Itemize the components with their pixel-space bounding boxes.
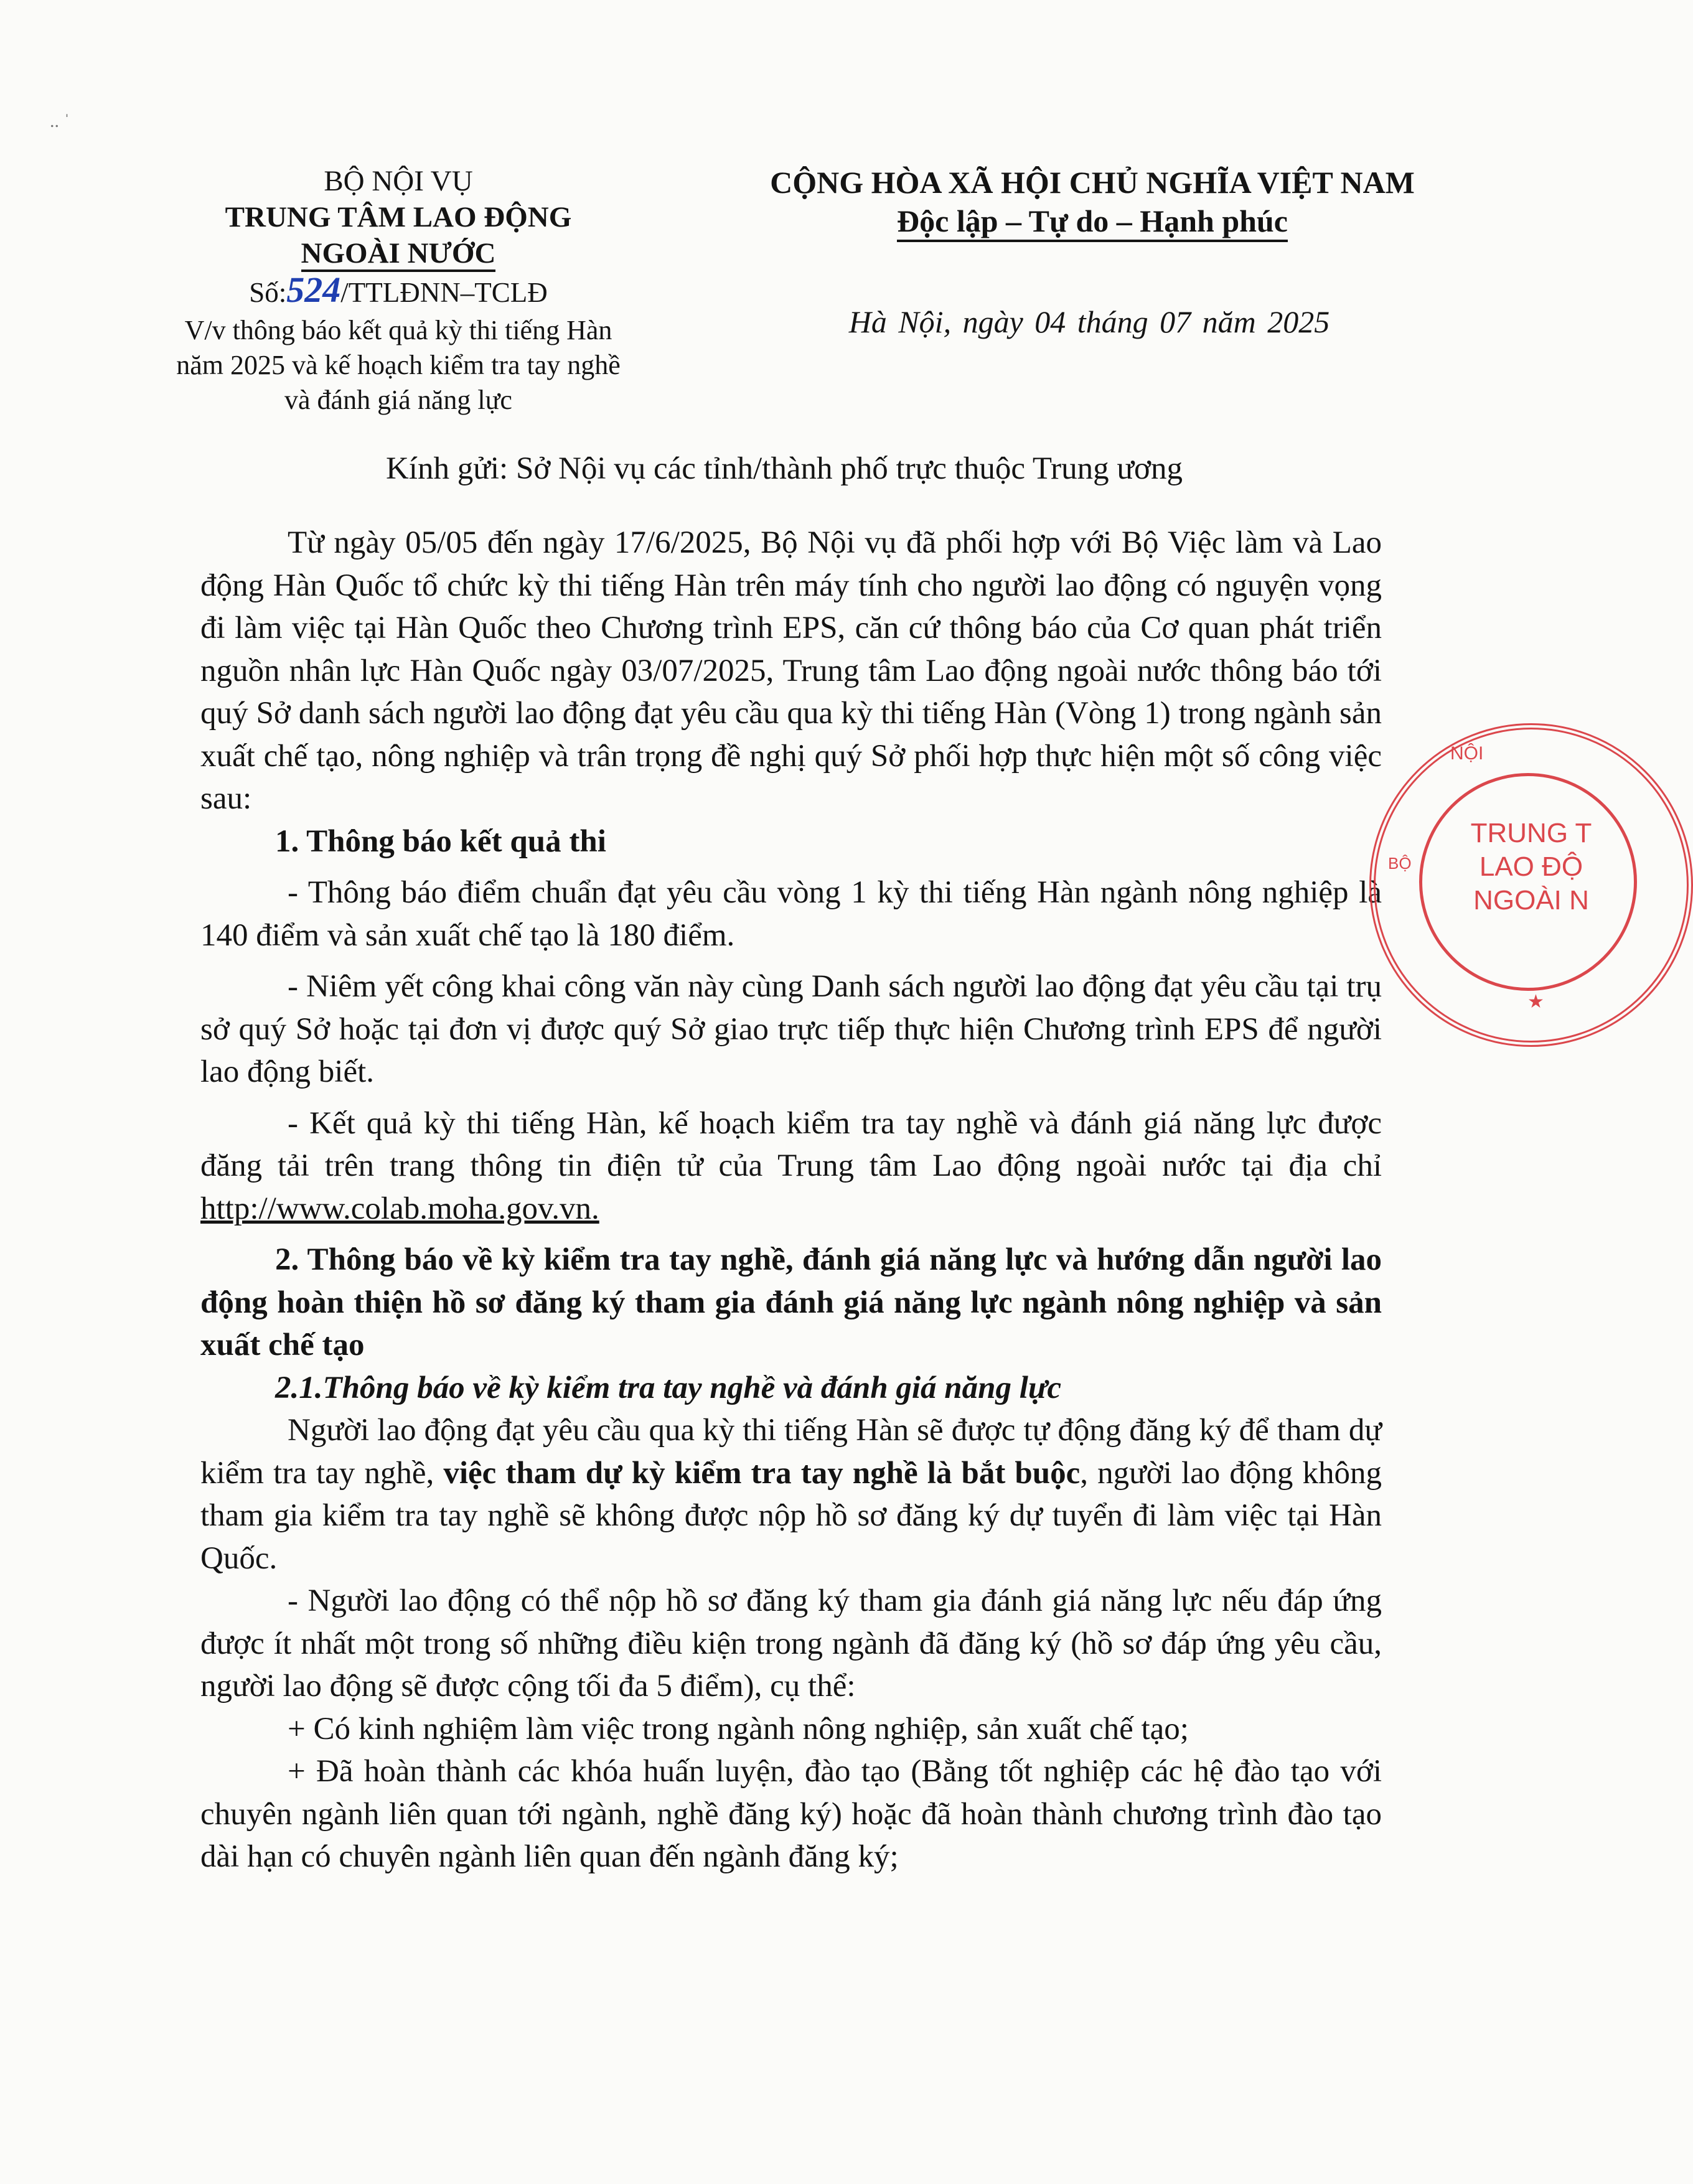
document-number-suffix: /TTLĐNN–TCLĐ — [340, 277, 548, 308]
document-number-prefix: Số: — [249, 277, 287, 308]
seal-line: LAO ĐỘ — [1479, 851, 1583, 882]
section-2-1-paragraph-1 — [200, 1409, 1382, 1580]
seal-center-text — [1432, 817, 1631, 917]
paragraph-text: Người lao động đạt yêu cầu qua kỳ thi tiếng Hàn sẽ được tự động đăng ký để tham dự kiểm tra tay nghề, — [200, 1413, 1382, 1491]
section-1-heading: 1. Thông báo kết quả thi — [275, 823, 606, 859]
national-motto: Độc lập – Tự do – Hạnh phúc — [897, 202, 1288, 242]
official-seal — [1369, 723, 1693, 1047]
center-name-line2: NGOÀI NƯỚC — [301, 237, 496, 272]
seal-top-text: NỘI — [1450, 743, 1484, 764]
issuer-block — [143, 163, 654, 418]
subject-line: và đánh giá năng lực — [284, 385, 512, 415]
seal-star-icon: ★ — [1527, 991, 1544, 1012]
document-number-handwritten: 524 — [286, 269, 341, 310]
section-2-1-heading: 2.1.Thông báo về kỳ kiểm tra tay nghề và đánh giá năng lực — [275, 1370, 1062, 1405]
section-2-heading: 2. Thông báo về kỳ kiểm tra tay nghề, đánh giá năng lực và hướng dẫn người lao động hoàn thiện hồ sơ đăng ký tham gia đánh giá năng lực ngành nông nghiệp và sản xuất chế tạo — [200, 1242, 1382, 1362]
section-1-paragraph-1: - Thông báo điểm chuẩn đạt yêu cầu vòng 1 kỳ thi tiếng Hàn ngành nông nghiệp là 140 điểm và sản xuất chế tạo là 180 điểm. — [200, 875, 1382, 953]
national-header — [741, 163, 1444, 242]
letter-body — [200, 522, 1382, 1878]
section-1-paragraph-2: - Niêm yết công khai công văn này cùng Danh sách người lao động đạt yêu cầu tại trụ sở quý Sở hoặc tại đơn vị được quý Sở giao trực tiếp thực hiện Chương trình EPS để người lao động biết. — [200, 969, 1382, 1089]
recipient-line: Kính gửi: Sở Nội vụ các tỉnh/thành phố trực thuộc Trung ương — [385, 451, 1183, 486]
subject-line: V/v thông báo kết quả kỳ thi tiếng Hàn — [184, 315, 612, 345]
intro-paragraph: Từ ngày 05/05 đến ngày 17/6/2025, Bộ Nội vụ đã phối hợp với Bộ Việc làm và Lao động Hàn Quốc tổ chức kỳ thi tiếng Hàn trên máy tính cho người lao động có nguyện vọng đi làm việc tại Hàn Quốc theo Chương trình EPS, căn cứ thông báo của Cơ quan phát triển nguồn nhân lực Hàn Quốc ngày 03/07/2025, Trung tâm Lao động ngoài nước thông báo tới quý Sở danh sách người lao động đạt yêu cầu qua kỳ thi tiếng Hàn (Vòng 1) trong ngành sản xuất chế tạo, nông nghiệp và trân trọng đề nghị quý Sở phối hợp thực hiện một số công việc sau: — [200, 525, 1382, 816]
website-link[interactable]: http://www.colab.moha.gov.vn. — [200, 1191, 599, 1226]
section-2-1-paragraph-2: - Người lao động có thể nộp hồ sơ đăng ký tham gia đánh giá năng lực nếu đáp ứng được ít nhất một trong số những điều kiện trong ngành đã đăng ký (hồ sơ đáp ứng yêu cầu, người lao động sẽ được cộng tối đa 5 điểm), cụ thể: — [200, 1583, 1382, 1704]
document-subject — [143, 313, 654, 418]
scan-marks: .. ˈ — [50, 111, 70, 131]
country-name: CỘNG HÒA XÃ HỘI CHỦ NGHĨA VIỆT NAM — [770, 165, 1415, 200]
emphasis-text: việc tham dự kỳ kiểm tra tay nghề là bắt buộc — [443, 1455, 1081, 1491]
section-2-1-paragraph-4: + Đã hoàn thành các khóa huấn luyện, đào tạo (Bằng tốt nghiệp các hệ đào tạo với chuyên ngành liên quan tới ngành, nghề đăng ký) hoặc đã hoàn thành chương trình đào tạo dài hạn có chuyên ngành liên quan đến ngành đăng ký; — [200, 1754, 1382, 1874]
paragraph-text: , người lao động không tham gia kiểm tra tay nghề sẽ không được nộp hồ sơ đăng ký dự tuyển đi làm việc tại Hàn Quốc. — [200, 1455, 1382, 1576]
paragraph-text: - Kết quả kỳ thi tiếng Hàn, kế hoạch kiểm tra tay nghề và đánh giá năng lực được đăng tải trên trang thông tin điện tử của Trung tâm Lao động ngoài nước tại địa chỉ — [200, 1105, 1382, 1183]
section-1-paragraph-3 — [200, 1102, 1382, 1230]
seal-line: NGOÀI N — [1473, 885, 1589, 916]
place-date: Hà Nội, ngày 04 tháng 07 năm 2025 — [848, 304, 1330, 339]
center-name-line1: TRUNG TÂM LAO ĐỘNG — [225, 201, 572, 233]
document-number — [143, 269, 654, 311]
ministry-name: BỘ NỘI VỤ — [324, 165, 473, 197]
seal-line: TRUNG T — [1470, 818, 1592, 848]
section-2-1-paragraph-3: + Có kinh nghiệm làm việc trong ngành nông nghiệp, sản xuất chế tạo; — [288, 1711, 1189, 1746]
seal-side-text: BỘ — [1388, 854, 1412, 873]
subject-line: năm 2025 và kế hoạch kiểm tra tay nghề — [176, 350, 621, 380]
